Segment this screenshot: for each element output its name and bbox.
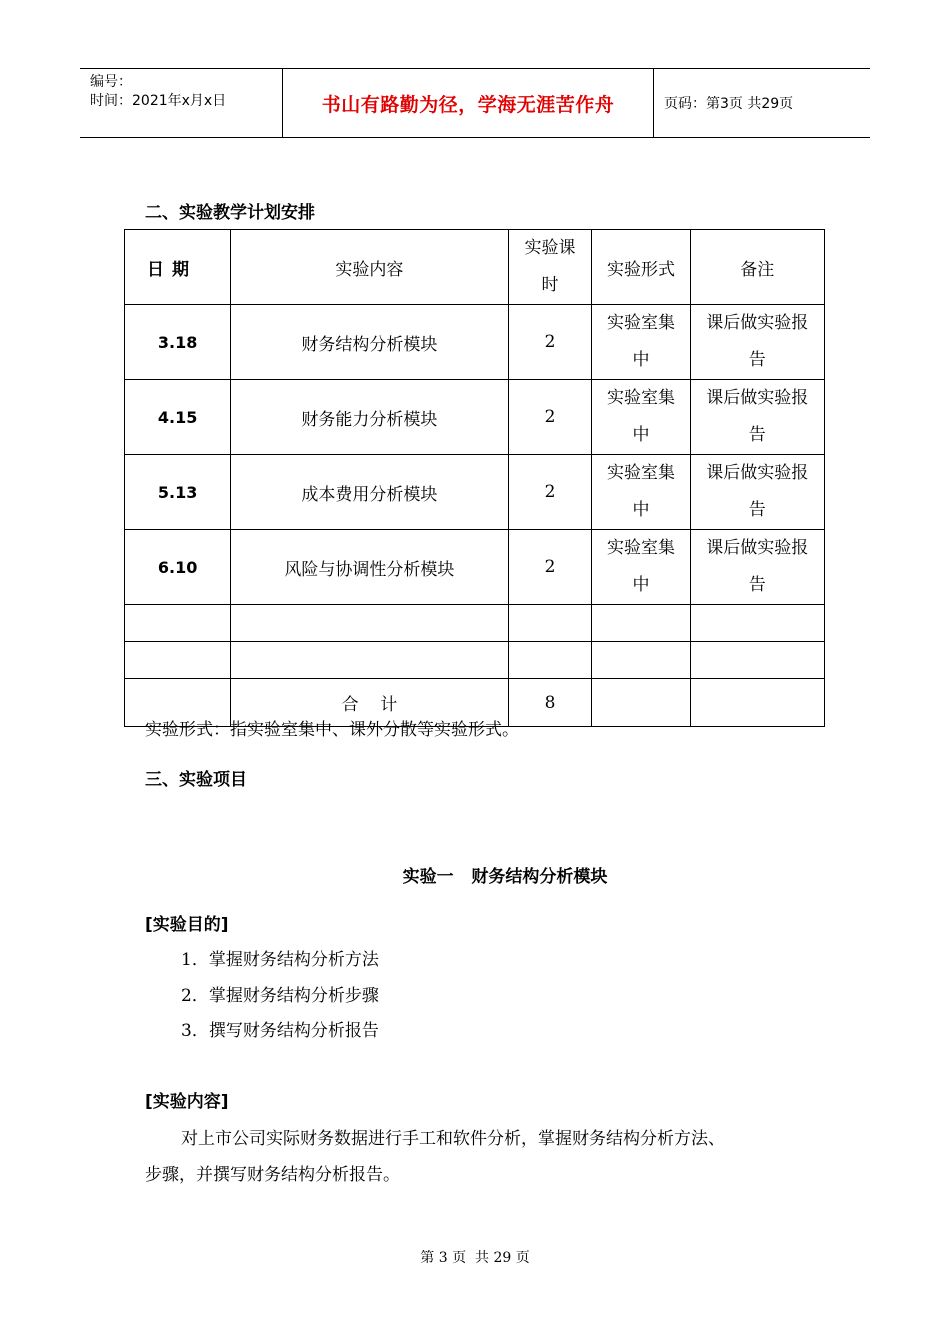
row-form-line1: 实验室集 xyxy=(606,538,675,558)
row-note-line2: 告 xyxy=(748,425,766,445)
row-note-line1: 课后做实验报 xyxy=(706,313,809,333)
purpose-item: 3．撰写财务结构分析报告 xyxy=(181,1021,379,1041)
section-title-projects: 三、实验项目 xyxy=(145,770,247,790)
table-row xyxy=(125,305,825,380)
row-form-line1: 实验室集 xyxy=(606,388,675,408)
row-form xyxy=(592,305,690,380)
row-date: 5.13 xyxy=(125,455,231,530)
content-paragraph-line1: 对上市公司实际财务数据进行手工和软件分析，掌握财务结构分析方法、 xyxy=(181,1129,725,1149)
row-date: 3.18 xyxy=(125,305,231,380)
row-content: 财务能力分析模块 xyxy=(231,380,508,455)
experiment-title: 实验一 财务结构分析模块 xyxy=(402,867,608,887)
header-hours-line1: 实验课 xyxy=(524,238,576,258)
row-note-line1: 课后做实验报 xyxy=(706,388,809,408)
header-meta xyxy=(80,69,282,137)
row-form-line1: 实验室集 xyxy=(606,463,675,483)
header-form: 实验形式 xyxy=(592,230,690,305)
row-form-line2: 中 xyxy=(632,350,650,370)
row-note-line1: 课后做实验报 xyxy=(706,538,809,558)
row-form xyxy=(592,380,690,455)
schedule-table xyxy=(124,229,825,727)
table-row xyxy=(125,530,825,605)
table-row-empty xyxy=(125,642,825,679)
row-form-line2: 中 xyxy=(632,425,650,445)
header-page-label: 页码：第3页 共29页 xyxy=(664,96,794,112)
row-date: 6.10 xyxy=(125,530,231,605)
content-heading: [实验内容] xyxy=(145,1092,229,1112)
header-date: 日期 xyxy=(125,230,231,305)
row-form-line2: 中 xyxy=(632,500,650,520)
row-hours: 2 xyxy=(508,380,592,455)
row-note-line1: 课后做实验报 xyxy=(706,463,809,483)
total-label: 合 计 xyxy=(231,679,508,727)
total-hours: 8 xyxy=(508,679,592,727)
row-content: 财务结构分析模块 xyxy=(231,305,508,380)
header-hours-line2: 时 xyxy=(541,275,559,295)
header-content: 实验内容 xyxy=(231,230,508,305)
row-form xyxy=(592,530,690,605)
purpose-heading: [实验目的] xyxy=(145,915,229,935)
row-form xyxy=(592,455,690,530)
row-form-line1: 实验室集 xyxy=(606,313,675,333)
table-row xyxy=(125,380,825,455)
table-row-empty xyxy=(125,605,825,642)
row-date: 4.15 xyxy=(125,380,231,455)
header-note: 备注 xyxy=(690,230,824,305)
section-title-schedule: 二、实验教学计划安排 xyxy=(145,203,315,223)
row-note xyxy=(690,380,824,455)
row-note xyxy=(690,305,824,380)
row-content: 风险与协调性分析模块 xyxy=(231,530,508,605)
row-form-line2: 中 xyxy=(632,575,650,595)
row-note-line2: 告 xyxy=(748,500,766,520)
header-hours xyxy=(508,230,592,305)
document-time-label: 时间：2021年x月x日 xyxy=(90,93,227,109)
header-motto: 书山有路勤为径，学海无涯苦作舟 xyxy=(282,69,654,137)
row-hours: 2 xyxy=(508,455,592,530)
page-header xyxy=(80,68,870,138)
row-note xyxy=(690,530,824,605)
content-paragraph-line2: 步骤，并撰写财务结构分析报告。 xyxy=(145,1165,400,1185)
page-footer: 第 3 页 共 29 页 xyxy=(420,1250,530,1266)
table-row xyxy=(125,455,825,530)
row-hours: 2 xyxy=(508,305,592,380)
purpose-item: 2．掌握财务结构分析步骤 xyxy=(181,986,379,1006)
row-content: 成本费用分析模块 xyxy=(231,455,508,530)
row-note-line2: 告 xyxy=(748,575,766,595)
row-hours: 2 xyxy=(508,530,592,605)
row-note-line2: 告 xyxy=(748,350,766,370)
schedule-note: 实验形式：指实验室集中、课外分散等实验形式。 xyxy=(145,720,519,740)
purpose-item: 1．掌握财务结构分析方法 xyxy=(181,950,379,970)
document-number-label: 编号： xyxy=(90,74,132,90)
row-note xyxy=(690,455,824,530)
table-header-row xyxy=(125,230,825,305)
